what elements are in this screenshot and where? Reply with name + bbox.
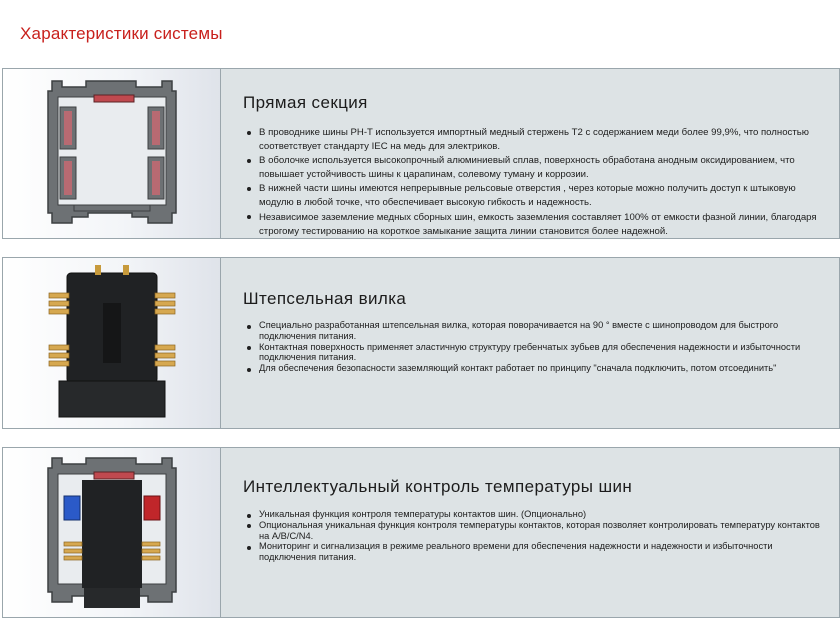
page-title: Характеристики системы [20,24,223,43]
list-item: Опциональная уникальная функция контроля температуры контактов, которая позволяет контролировать температуру контактов на A/B/C/N4. [247,520,821,542]
section-body [221,448,839,617]
list-item: Уникальная функция контроля температуры контактов шин. (Опционально) [247,509,821,520]
section-title: Штепсельная вилка [243,289,407,308]
section-title: Интеллектуальный контроль температуры шин [243,477,633,496]
plug-unit-icon [3,258,221,428]
section-body [221,69,839,238]
section-title: Прямая секция [243,93,368,112]
section-body [221,258,839,428]
list-item: Специально разработанная штепсельная вилка, которая поворачивается на 90 ° вместе с шинопроводом для быстрого подключения питания. [247,320,821,342]
list-item: Контактная поверхность применяет эластичную структуру гребенчатых зубьев для обеспечения надежности и избыточности подключения питания. [247,342,821,364]
list-item: Мониторинг и сигнализация в режиме реального времени для обеспечения надежности и надежности и избыточности подключения питания. [247,541,821,563]
feature-list [247,509,821,563]
list-item: Независимое заземление медных сборных шин, емкость заземления составляет 100% от емкости фазной линии, благодаря строгому тестированию на короткое замыкание защита линии становится более надежной. [247,211,821,239]
list-item: Для обеспечения безопасности заземляющий контакт работает по принципу "сначала подключить, потом отсоединить" [247,363,821,374]
list-item: В нижней части шины имеются непрерывные рельсовые отверстия , через которые можно получить доступ к штыковую модулю в любой точке, что обеспечивает высокую гибкость и надежность. [247,182,821,210]
section-straight [2,68,840,239]
section-plug [2,257,840,429]
section-temperature [2,447,840,618]
feature-list [247,320,821,374]
busbar-with-plug-icon [3,448,221,617]
list-item: В оболочке используется высокопрочный алюминиевый сплав, поверхность обработана анодным оксидированием, что повышает устойчивость шины к царапинам, солевому туману и коррозии. [247,154,821,182]
feature-list [247,126,821,239]
list-item: В проводнике шины PH-T используется импортный медный стержень T2 с содержанием меди более 99,9%, что полностью соответствует стандарту IEC на медь для электриков. [247,126,821,154]
busbar-section-icon [3,69,221,238]
